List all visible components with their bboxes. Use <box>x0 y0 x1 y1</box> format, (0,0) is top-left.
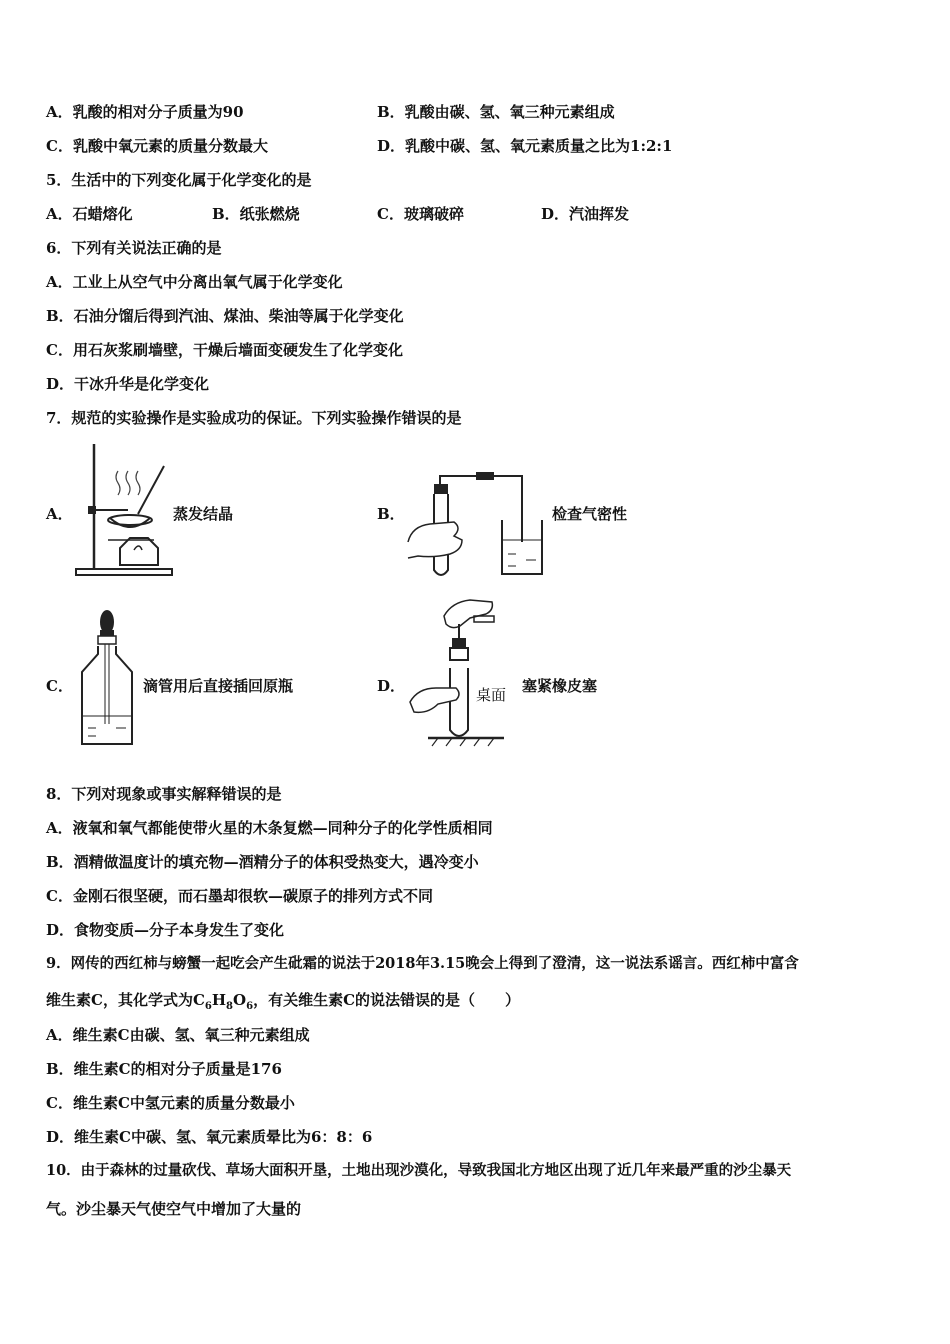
q6-stem: 6．下列有关说法正确的是 <box>46 239 222 257</box>
q9-stem-line2: 维生素C，其化学式为$C_6H_8O_6$，有关维生素C的说法错误的是（ ） <box>46 991 521 1012</box>
q7-stem: 7．规范的实验操作是实验成功的保证。下列实验操作错误的是 <box>46 409 462 427</box>
q9-option-b: B．维生素C的相对分子质量是176 <box>46 1060 282 1078</box>
q5-option-d: D．汽油挥发 <box>541 205 630 223</box>
dropper-bottle-figure <box>76 604 138 750</box>
evaporation-apparatus-figure <box>68 440 178 580</box>
q9-option-c: C．维生素C中氢元素的质量分数最小 <box>46 1094 295 1112</box>
q7-option-b-caption: 检查气密性 <box>552 505 628 523</box>
q6-option-b: B．石油分馏后得到汽油、煤油、柴油等属于化学变化 <box>46 307 404 325</box>
q7-option-c-letter: C． <box>46 677 73 695</box>
q7-option-d-letter: D． <box>377 677 406 695</box>
q5-option-a: A．石蜡熔化 <box>46 205 133 223</box>
q4-option-c: C．乳酸中氧元素的质量分数最大 <box>46 137 268 155</box>
desk-surface-label: 桌面 <box>476 686 507 704</box>
q8-option-c: C．金刚石很坚硬，而石墨却很软—碳原子的排列方式不同 <box>46 887 433 905</box>
q7-option-a-letter: A． <box>46 505 73 523</box>
q8-option-b: B．酒精做温度计的填充物—酒精分子的体积受热变大，遇冷变小 <box>46 853 479 871</box>
q8-option-d: D．食物变质—分子本身发生了变化 <box>46 921 285 939</box>
q9-stem-line1: 9．网传的西红柿与螃蟹一起吃会产生砒霜的说法于2018年3.15晚会上得到了澄清，这一说法系谣言。西红柿中富含 <box>46 955 799 972</box>
q8-option-a: A．液氧和氧气都能使带火星的木条复燃—同种分子的化学性质相同 <box>46 819 493 837</box>
q4-option-b: B．乳酸由碳、氢、氧三种元素组成 <box>377 103 615 121</box>
q8-stem: 8．下列对现象或事实解释错误的是 <box>46 785 282 803</box>
q4-option-a: A．乳酸的相对分子质量为90 <box>46 103 244 121</box>
q5-option-b: B．纸张燃烧 <box>212 205 300 223</box>
q6-option-a: A．工业上从空气中分离出氧气属于化学变化 <box>46 273 343 291</box>
q7-option-d-caption: 塞紧橡皮塞 <box>522 677 598 695</box>
q4-option-d: D．乳酸中碳、氢、氧元素质量之比为1:2:1 <box>377 137 673 155</box>
q6-option-c: C．用石灰浆刷墙壁，干燥后墙面变硬发生了化学变化 <box>46 341 403 359</box>
q9-option-d: D．维生素C中碳、氢、氧元素质晕比为6：8：6 <box>46 1128 373 1146</box>
q10-stem-line1: 10．由于森林的过量砍伐、草场大面积开垦，土地出现沙漠化，导致我国北方地区出现了近几年来最严重的沙尘暴天 <box>46 1162 792 1179</box>
q5-stem: 5．生活中的下列变化属于化学变化的是 <box>46 171 312 189</box>
q10-stem-line2: 气。沙尘暴天气使空气中增加了大量的 <box>46 1200 302 1218</box>
stopper-pressing-figure <box>408 596 518 748</box>
q7-option-c-caption: 滴管用后直接插回原瓶 <box>143 677 294 695</box>
q7-option-a-caption: 蒸发结晶 <box>173 505 234 523</box>
q9-option-a: A．维生素C由碳、氢、氧三种元素组成 <box>46 1026 310 1044</box>
q7-option-b-letter: B． <box>377 505 405 523</box>
airtightness-check-figure <box>404 470 549 582</box>
q6-option-d: D．干冰升华是化学变化 <box>46 375 210 393</box>
q5-option-c: C．玻璃破碎 <box>377 205 464 223</box>
